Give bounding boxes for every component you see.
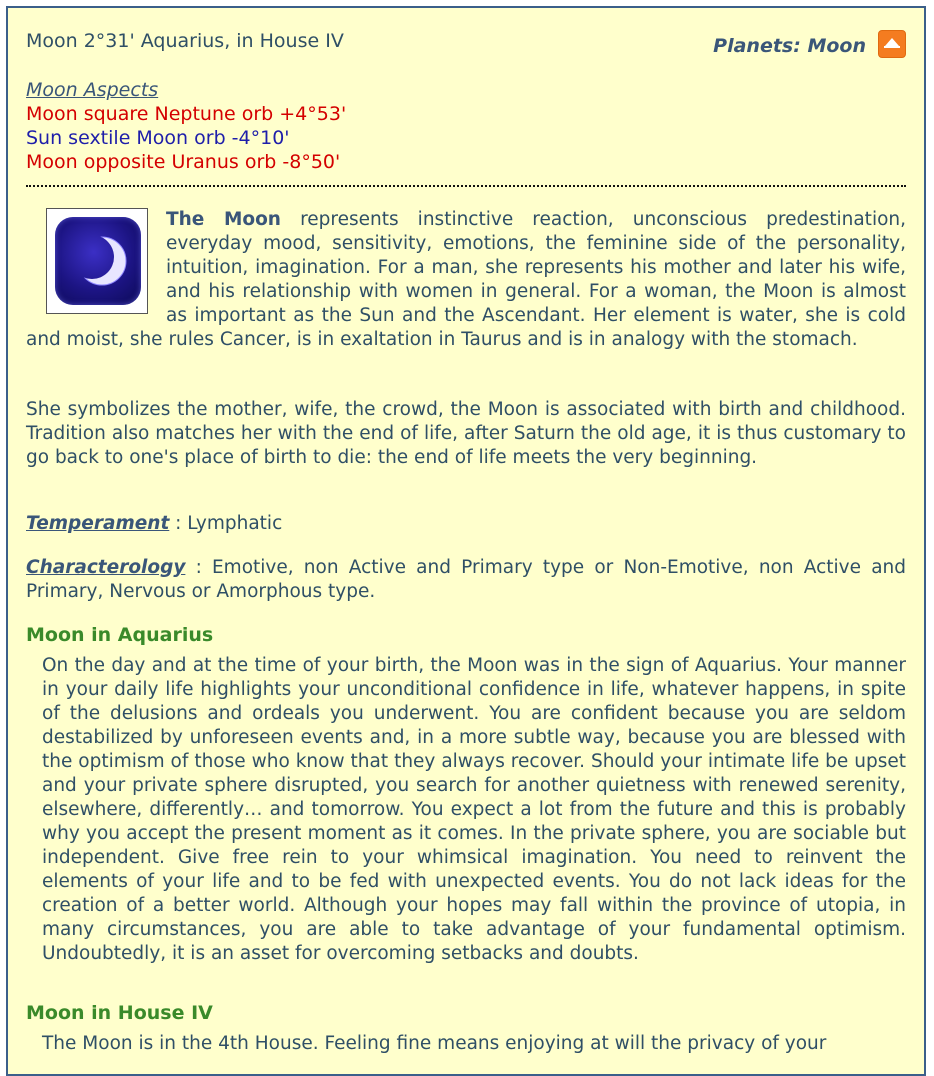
aspects-heading[interactable]: Moon Aspects [26, 79, 159, 101]
section-text: On the day and at the time of your birth, the Moon was in the sign of Aquarius. Your manner in your daily life highlights your unconditional confidence in life, whatever happens, in spite of the delusions and ordeals you underwent. You are confident because you are seldom destabilized by unforeseen events and, in a more subtle way, because you are blessed with the optimism of those who know that they always recover. Should your intimate life be upset and your private sphere disrupted, you search for another quietness with renewed serenity, elsewhere, differently… and tomorrow. You expect a lot from the future and this is probably why you accept the present moment as it comes. In the private sphere, you are sociable but independent. Give free rein to your whimsical imagination. You need to reinvent the elements of your life and to be fed with unexpected events. You do not lack ideas for the creation of a better world. Although your hopes may fall within the province of utopia, in many circumstances, you are able to take advantage of your fundamental optimism. Undoubtedly, it is an asset for overcoming setbacks and doubts. [42, 655, 906, 964]
aspect-item: Moon square Neptune orb +4°53' [26, 103, 347, 125]
moon-position-title: Moon 2°31' Aquarius, in House IV [26, 30, 344, 52]
section-title: Moon in Aquarius [26, 624, 214, 646]
moon-intro [26, 208, 906, 352]
characterology-link[interactable]: Characterology [26, 557, 186, 578]
characterology-line [26, 556, 906, 604]
moon-lead: The Moon [166, 209, 281, 230]
characterology-value: : Emotive, non Active and Primary type or Non-Emotive, non Active and Primary, Nervous or Amorphous type. [26, 557, 906, 602]
planet-panel [6, 6, 926, 1076]
paragraph-symbolism: She symbolizes the mother, wife, the crowd, the Moon is associated with birth and childhood. Tradition also matches her with the end of life, after Saturn the old age, it is thus customary to go back to one's place of birth to die: the end of life meets the very beginning. [26, 399, 906, 468]
temperament-value: : Lymphatic [169, 513, 283, 534]
aspect-item: Sun sextile Moon orb -4°10' [26, 127, 290, 149]
moon-aspects [26, 78, 346, 174]
temperament-line [26, 512, 906, 536]
temperament-link[interactable]: Temperament [26, 513, 170, 534]
moon-icon [55, 217, 141, 305]
section-text: The Moon is in the 4th House. Feeling fine means enjoying at will the privacy of your [42, 1033, 827, 1054]
aspect-item: Moon opposite Uranus orb -8°50' [26, 151, 341, 173]
arrow-up-icon[interactable] [878, 30, 906, 58]
moon-image-frame [46, 208, 148, 314]
section-title: Moon in House IV [26, 1002, 213, 1024]
planets-moon-link[interactable]: Planets: Moon [713, 35, 866, 57]
intro-text: represents instinctive reaction, unconscious predestination, everyday mood, sensitivity, emotions, the feminine side of the personality, intuition, imagination. For a man, she represents his mother and later his wife, and his relationship with women in general. For a woman, the Moon is almost as important as the Sun and the Ascendant. Her element is water, she is cold and moist, she rules Cancer, is in exaltation in Taurus and is in analogy with the stomach. [26, 209, 907, 350]
dotted-divider [26, 185, 906, 187]
